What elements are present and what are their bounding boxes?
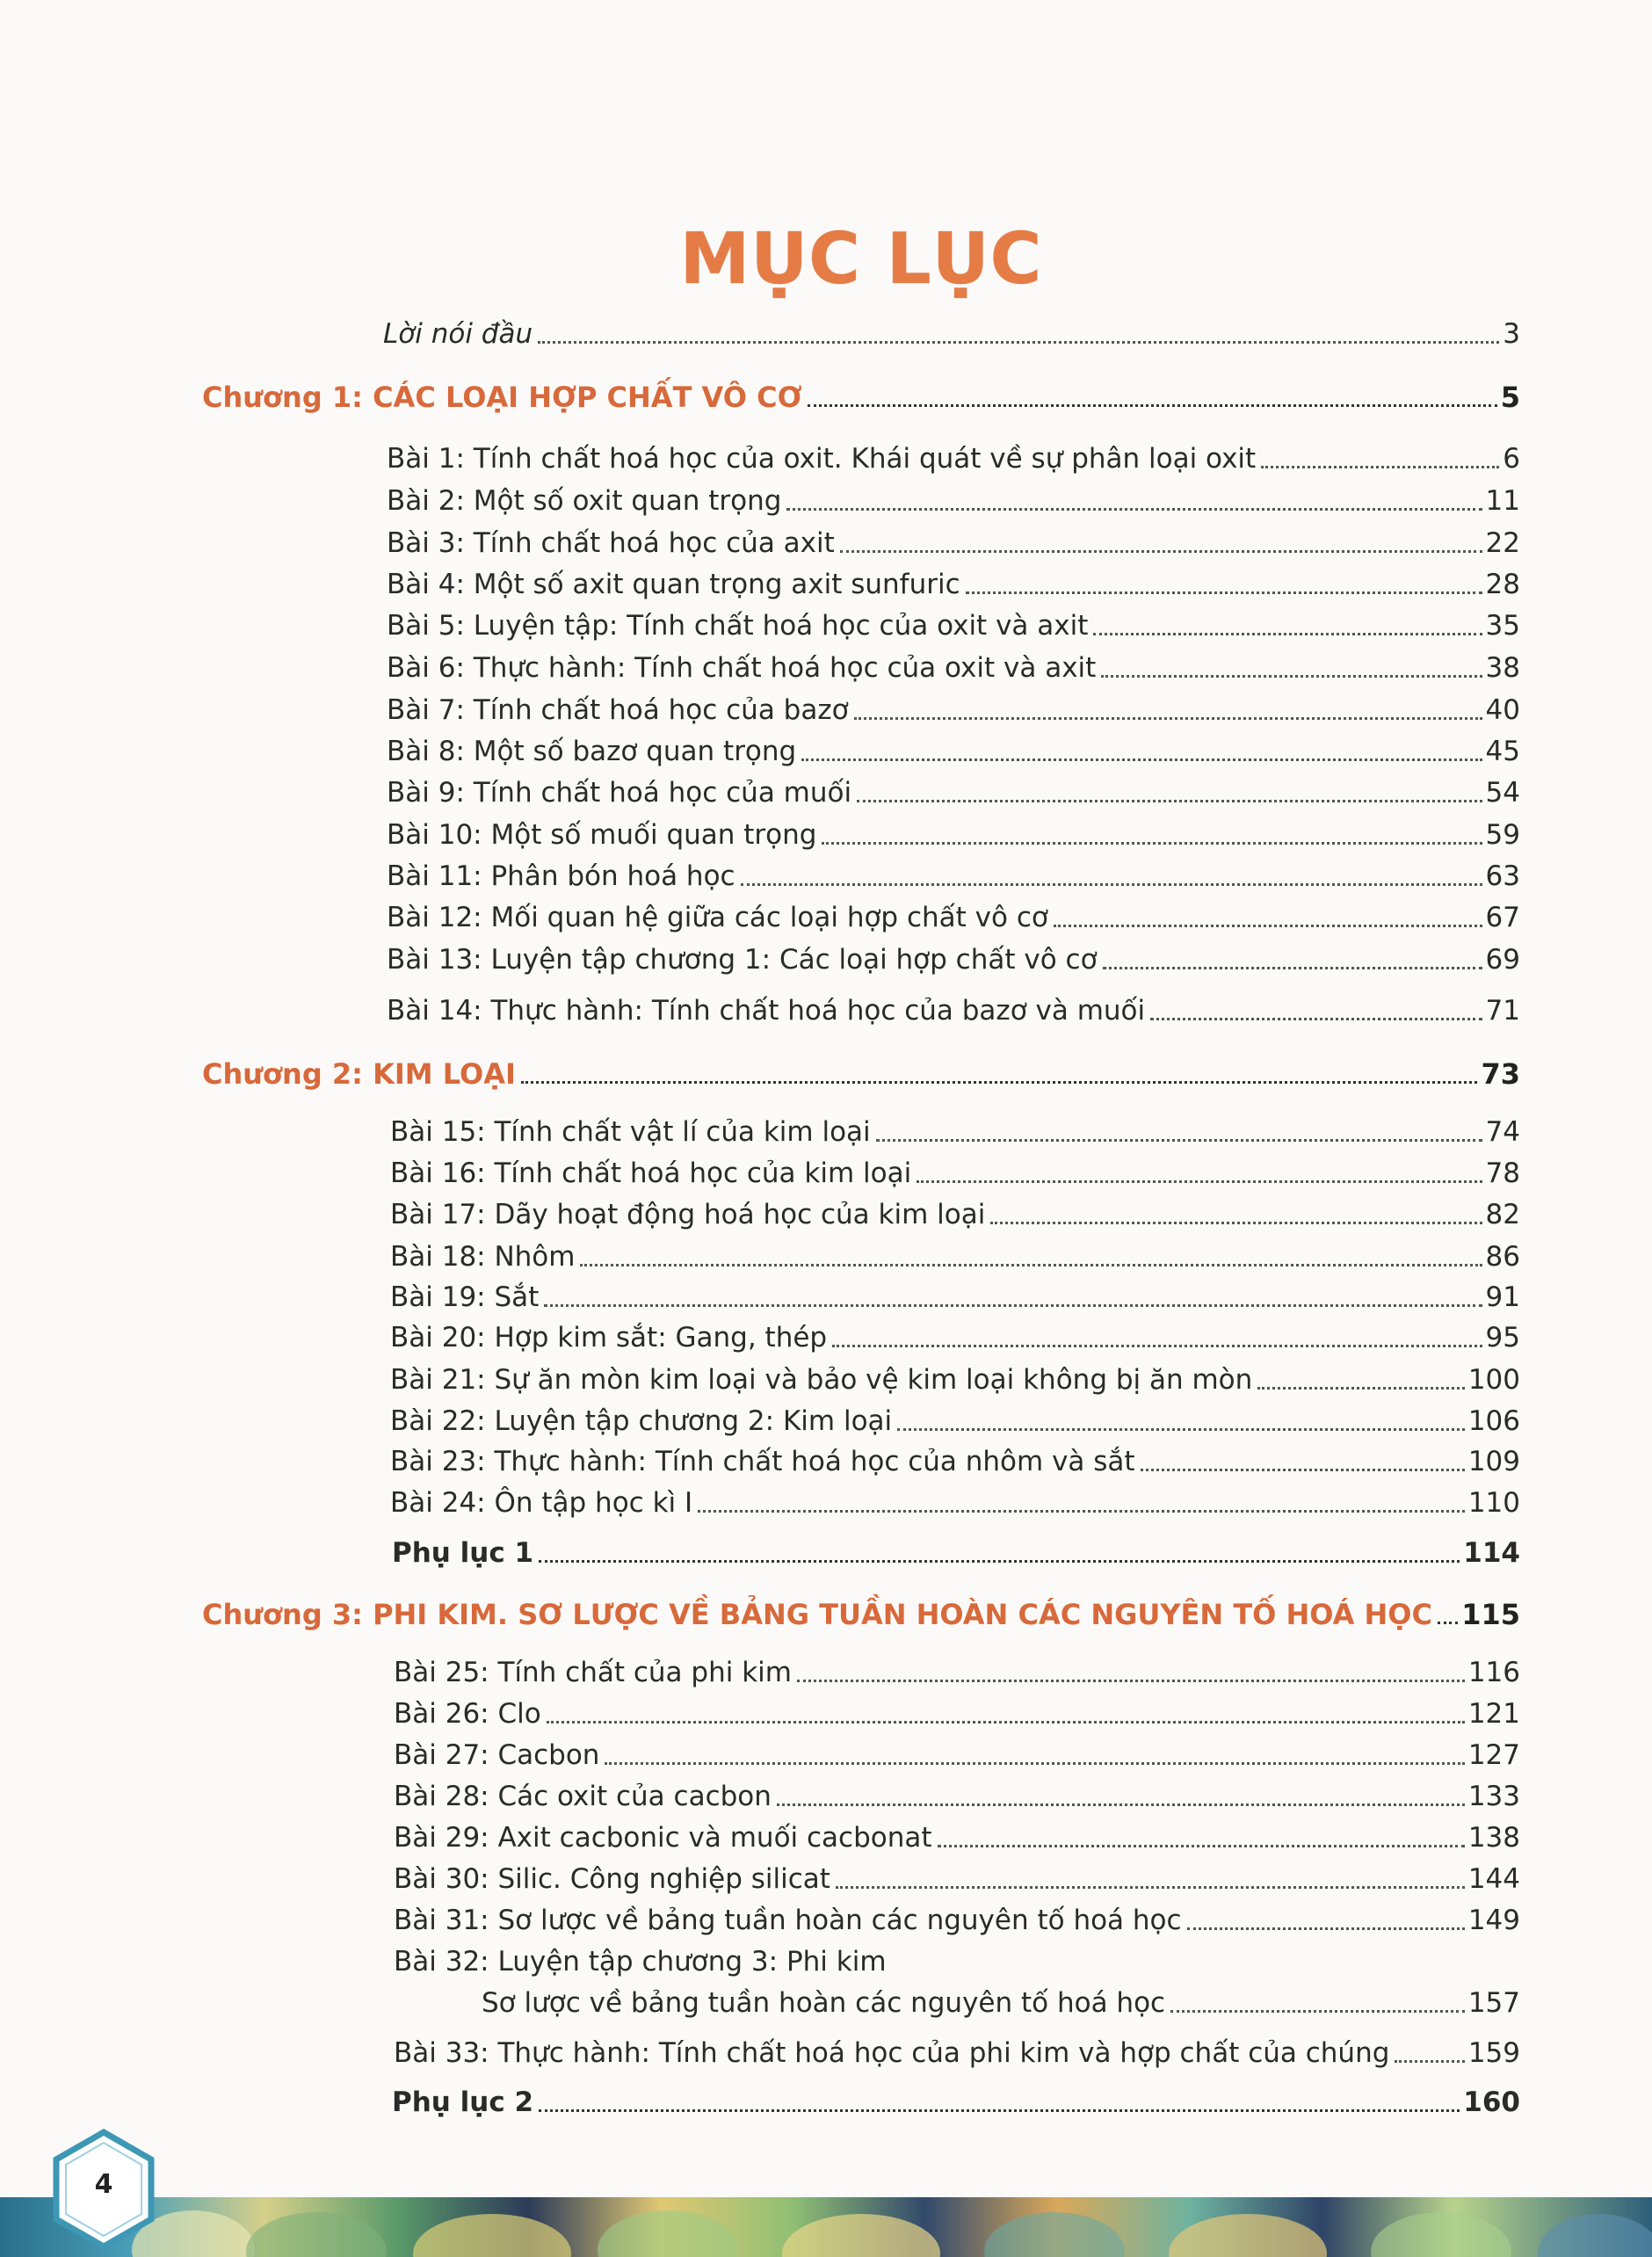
toc-entry-page: 82 <box>1485 1199 1520 1230</box>
toc-entry-label: Bài 18: Nhôm <box>390 1241 576 1273</box>
toc-entry-page: 45 <box>1485 736 1520 767</box>
dot-leader <box>741 883 1482 886</box>
toc-lesson[interactable] <box>387 734 1520 769</box>
toc-lesson[interactable] <box>394 1861 1520 1897</box>
toc-entry-label: Bài 9: Tính chất hoá học của muối <box>387 777 852 809</box>
toc-entry-label: Bài 12: Mối quan hệ giữa các loại hợp chất vô cơ <box>387 902 1048 933</box>
toc-entry-page: 35 <box>1485 610 1520 642</box>
page-number: 4 <box>94 2169 113 2200</box>
dot-leader <box>876 1139 1482 1142</box>
toc-entry-label: Bài 25: Tính chất của phi kim <box>394 1657 792 1688</box>
toc-entry-label: Bài 5: Luyện tập: Tính chất hoá học của oxit và axit <box>387 610 1089 642</box>
toc-entry-page: 86 <box>1485 1241 1520 1273</box>
dot-leader <box>1395 2060 1464 2063</box>
toc-entry-label: Bài 33: Thực hành: Tính chất hoá học của phi kim và hợp chất của chúng <box>394 2037 1390 2069</box>
dot-leader <box>538 341 1499 344</box>
toc-entry-page: 116 <box>1467 1657 1520 1688</box>
toc-lesson[interactable] <box>390 1197 1520 1232</box>
toc-lesson[interactable] <box>394 1738 1520 1773</box>
toc-entry-label: Bài 14: Thực hành: Tính chất hoá học của bazơ và muối <box>387 995 1146 1027</box>
toc-entry-label: Phụ lục 1 <box>392 1537 534 1569</box>
toc-appendix[interactable] <box>392 2085 1520 2120</box>
dot-leader <box>1170 2010 1465 2013</box>
toc-intro[interactable] <box>383 316 1520 352</box>
toc-entry-page: 73 <box>1481 1057 1520 1091</box>
toc-entry-page: 149 <box>1467 1905 1520 1936</box>
dot-leader <box>917 1180 1482 1183</box>
toc-lesson[interactable] <box>387 993 1520 1028</box>
toc-entry-label: Bài 23: Thực hành: Tính chất hoá học của nhôm và sắt <box>390 1446 1135 1477</box>
toc-entry-page: 106 <box>1467 1405 1520 1437</box>
dot-leader <box>1187 1927 1465 1930</box>
toc-lesson[interactable] <box>387 817 1520 853</box>
toc-intro-page: 3 <box>1503 318 1520 350</box>
dot-leader <box>1261 466 1499 468</box>
toc-entry-page: 28 <box>1485 569 1520 600</box>
toc-cont[interactable] <box>482 1985 1520 2021</box>
toc-entry-label: Bài 28: Các oxit của cacbon <box>394 1781 772 1812</box>
dot-leader <box>1141 1469 1465 1471</box>
dot-leader <box>521 1081 1478 1084</box>
toc-entry-label: Bài 22: Luyện tập chương 2: Kim loại <box>390 1405 893 1437</box>
toc-entry-label: Bài 16: Tính chất hoá học của kim loại <box>390 1158 912 1189</box>
toc-entry-label: Chương 1: CÁC LOẠI HỢP CHẤT VÔ CƠ <box>202 381 802 414</box>
toc-entry-label: Bài 30: Silic. Công nghiệp silicat <box>394 1863 830 1895</box>
toc-plain[interactable] <box>394 1944 887 1979</box>
toc-entry-page: 5 <box>1500 381 1520 414</box>
toc-lesson[interactable] <box>387 608 1520 643</box>
dot-leader <box>1103 967 1482 969</box>
toc-lesson[interactable] <box>387 441 1520 476</box>
dot-leader <box>539 2109 1460 2112</box>
dot-leader <box>822 842 1482 845</box>
toc-entry-page: 138 <box>1467 1822 1520 1854</box>
toc-chapter[interactable] <box>202 1056 1520 1092</box>
toc-entry-label: Bài 1: Tính chất hoá học của oxit. Khái quát về sự phân loại oxit <box>387 443 1257 475</box>
toc-entry-label: Bài 7: Tính chất hoá học của bazơ <box>387 694 849 726</box>
toc-lesson[interactable] <box>394 1779 1520 1814</box>
dot-leader <box>544 1304 1482 1307</box>
toc-intro-label: Lời nói đầu <box>383 318 533 350</box>
dot-leader <box>605 1762 1464 1765</box>
toc-entry-label: Bài 8: Một số bazơ quan trọng <box>387 736 797 767</box>
dot-leader <box>854 717 1482 720</box>
toc-entry-label: Chương 2: KIM LOẠI <box>202 1057 516 1091</box>
toc-lesson[interactable] <box>390 1114 1520 1150</box>
toc-entry-page: 40 <box>1485 694 1520 726</box>
dot-leader <box>797 1680 1465 1682</box>
toc-entry-label: Bài 32: Luyện tập chương 3: Phi kim <box>394 1946 887 1978</box>
toc-lesson[interactable] <box>387 942 1520 977</box>
dot-leader <box>1101 675 1482 678</box>
toc-lesson[interactable] <box>387 859 1520 894</box>
toc-entry-page: 59 <box>1485 819 1520 851</box>
toc-entry-label: Bài 29: Axit cacbonic và muối cacbonat <box>394 1822 932 1854</box>
toc-chapter[interactable] <box>202 1597 1520 1632</box>
toc-entry-page: 74 <box>1485 1116 1520 1148</box>
toc-entry-label: Bài 24: Ôn tập học kì I <box>390 1487 693 1519</box>
toc-lesson[interactable] <box>390 1239 1520 1274</box>
dot-leader <box>539 1560 1460 1563</box>
dot-leader <box>857 800 1482 802</box>
dot-leader <box>698 1510 1465 1513</box>
toc-entry-page: 157 <box>1467 1987 1520 2019</box>
toc-entry-page: 38 <box>1485 652 1520 684</box>
dot-leader <box>547 1721 1465 1724</box>
toc-lesson[interactable] <box>387 483 1520 519</box>
toc-entry-label: Bài 2: Một số oxit quan trọng <box>387 485 782 517</box>
dot-leader <box>990 1222 1482 1224</box>
toc-entry-page: 67 <box>1485 902 1520 933</box>
toc-lesson[interactable] <box>387 567 1520 602</box>
dot-leader <box>1257 1387 1465 1390</box>
toc-entry-page: 54 <box>1485 777 1520 809</box>
toc-entry-label: Bài 20: Hợp kim sắt: Gang, thép <box>390 1322 828 1353</box>
toc-entry-page: 69 <box>1485 944 1520 976</box>
toc-entry-label: Sơ lược về bảng tuần hoàn các nguyên tố hoá học <box>482 1987 1166 2019</box>
toc-lesson[interactable] <box>394 2036 1520 2071</box>
toc-lesson[interactable] <box>394 1655 1520 1690</box>
toc-lesson[interactable] <box>394 1903 1520 1938</box>
toc-entry-page: 95 <box>1485 1322 1520 1353</box>
dot-leader <box>836 1886 1465 1889</box>
toc-chapter[interactable] <box>202 380 1520 415</box>
toc-lesson[interactable] <box>390 1485 1520 1520</box>
toc-entry-page: 110 <box>1467 1487 1520 1519</box>
toc-entry-label: Bài 10: Một số muối quan trọng <box>387 819 817 851</box>
toc-entry-page: 11 <box>1485 485 1520 517</box>
toc-entry-label: Bài 31: Sơ lược về bảng tuần hoàn các nguyên tố hoá học <box>394 1905 1182 1936</box>
toc-entry-page: 121 <box>1467 1698 1520 1730</box>
toc-entry-label: Bài 3: Tính chất hoá học của axit <box>387 527 835 559</box>
footer-bubbles <box>0 2197 1652 2257</box>
toc-lesson[interactable] <box>394 1820 1520 1855</box>
dot-leader <box>1438 1622 1458 1624</box>
toc-entry-label: Bài 6: Thực hành: Tính chất hoá học của oxit và axit <box>387 652 1097 684</box>
toc-entry-page: 127 <box>1467 1739 1520 1771</box>
toc-entry-label: Bài 19: Sắt <box>390 1281 540 1313</box>
toc-lesson[interactable] <box>387 693 1520 728</box>
toc-lesson[interactable] <box>387 526 1520 561</box>
toc-entry-label: Bài 4: Một số axit quan trọng axit sunfuric <box>387 569 960 600</box>
toc-entry-label: Bài 15: Tính chất vật lí của kim loại <box>390 1116 871 1148</box>
toc-lesson[interactable] <box>390 1156 1520 1191</box>
toc-lesson[interactable] <box>387 650 1520 686</box>
toc-entry-label: Bài 13: Luyện tập chương 1: Các loại hợp chất vô cơ <box>387 944 1098 976</box>
dot-leader <box>1093 633 1482 635</box>
dot-leader <box>897 1428 1465 1431</box>
toc-entry-page: 91 <box>1485 1281 1520 1313</box>
dot-leader <box>966 591 1482 594</box>
dot-leader <box>938 1845 1465 1847</box>
dot-leader <box>1054 925 1482 927</box>
toc-entry-label: Bài 17: Dãy hoạt động hoá học của kim loại <box>390 1199 986 1230</box>
toc-entry-label: Bài 26: Clo <box>394 1698 541 1730</box>
toc-lesson[interactable] <box>394 1696 1520 1731</box>
dot-leader <box>840 550 1482 553</box>
toc-entry-label: Bài 21: Sự ăn mòn kim loại và bảo vệ kim loại không bị ăn mòn <box>390 1364 1253 1396</box>
toc-entry-page: 133 <box>1467 1781 1520 1812</box>
dot-leader <box>808 404 1497 407</box>
toc-entry-label: Phụ lục 2 <box>392 2086 534 2118</box>
toc-entry-page: 71 <box>1485 995 1520 1027</box>
dot-leader <box>1150 1018 1482 1020</box>
dot-leader <box>801 758 1482 761</box>
dot-leader <box>777 1803 1465 1806</box>
toc-entry-page: 78 <box>1485 1158 1520 1189</box>
toc-lesson[interactable] <box>390 1404 1520 1439</box>
dot-leader <box>786 508 1482 511</box>
toc-entry-page: 114 <box>1463 1537 1520 1569</box>
toc-entry-page: 6 <box>1503 443 1520 475</box>
toc-lesson[interactable] <box>387 900 1520 935</box>
toc-lesson[interactable] <box>390 1444 1520 1479</box>
dot-leader <box>832 1345 1482 1347</box>
toc-entry-page: 100 <box>1467 1364 1520 1396</box>
toc-lesson[interactable] <box>387 775 1520 810</box>
dot-leader <box>580 1264 1482 1266</box>
toc-entry-page: 63 <box>1485 860 1520 892</box>
toc-lesson[interactable] <box>390 1280 1520 1315</box>
toc-appendix[interactable] <box>392 1535 1520 1571</box>
toc-entry-page: 22 <box>1485 527 1520 559</box>
toc-lesson[interactable] <box>390 1320 1520 1355</box>
toc-entry-page: 109 <box>1467 1446 1520 1477</box>
toc-entry-page: 115 <box>1461 1598 1520 1631</box>
toc-entry-page: 160 <box>1463 2086 1520 2118</box>
toc-lesson[interactable] <box>390 1362 1520 1397</box>
toc-entry-label: Bài 27: Cacbon <box>394 1739 600 1771</box>
toc-entry-page: 144 <box>1467 1863 1520 1895</box>
toc-entry-label: Bài 11: Phân bón hoá học <box>387 860 735 892</box>
toc-entry-label: Chương 3: PHI KIM. SƠ LƯỢC VỀ BẢNG TUẦN HOÀN CÁC NGUYÊN TỐ HOÁ HỌC <box>202 1598 1432 1631</box>
page-title: MỤC LỤC <box>679 218 1043 300</box>
toc-entry-page: 159 <box>1467 2037 1520 2069</box>
